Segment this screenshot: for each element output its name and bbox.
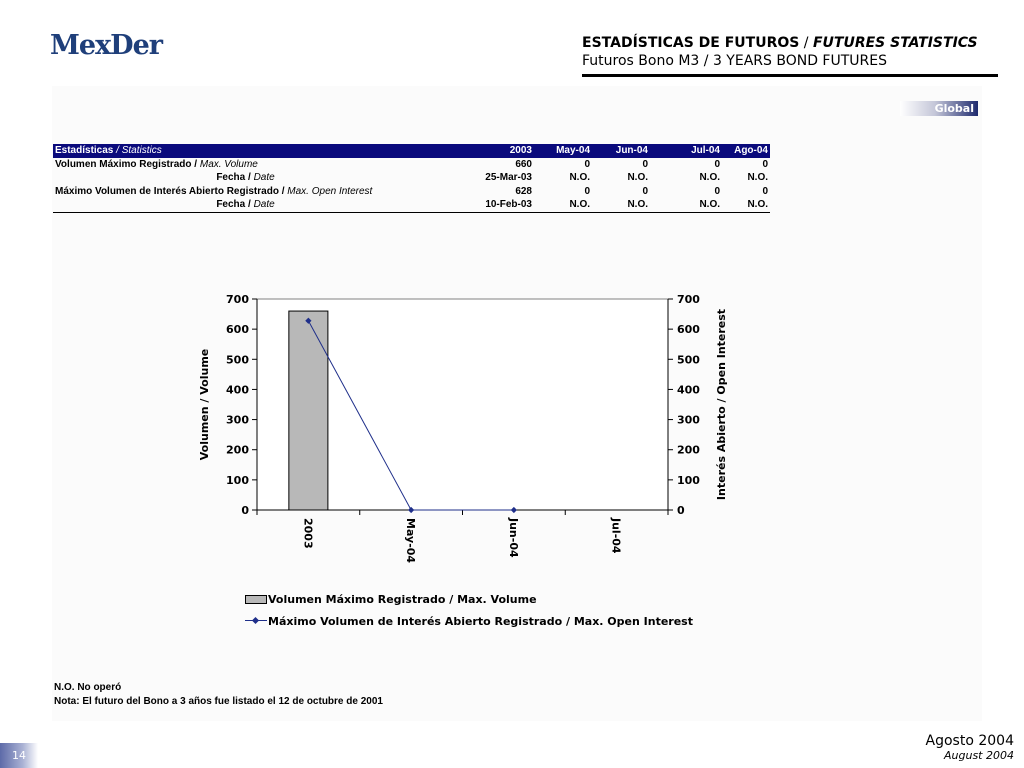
table-cell: 0: [714, 185, 720, 197]
table-cell: N.O.: [722, 198, 770, 212]
table-cell: 0: [584, 158, 590, 170]
mexder-logo: MexDer: [50, 30, 162, 61]
column-header: 2003: [509, 145, 532, 156]
note-no-opero: N.O. No operó: [54, 682, 122, 693]
page-number: 14: [0, 743, 38, 768]
y2-tick-label: 200: [677, 443, 700, 457]
table-row: [53, 171, 770, 185]
table-row: [53, 158, 770, 172]
y-tick-label: 500: [226, 353, 249, 367]
x-tick-label: May-04: [404, 518, 418, 564]
table-header-row: [53, 144, 770, 158]
table-cell: N.O.: [699, 172, 720, 183]
footer-date-es: Agosto 2004: [925, 733, 1014, 749]
title-es: ESTADÍSTICAS DE FUTUROS: [582, 35, 800, 51]
y-tick-label: 200: [226, 443, 249, 457]
y-tick-label: 400: [226, 383, 249, 397]
y2-tick-label: 300: [677, 413, 700, 427]
table-cell: N.O.: [747, 172, 768, 183]
row-label: Fecha / Date: [216, 172, 275, 183]
y-tick-label: 0: [241, 504, 249, 517]
legend-item-open-interest: [245, 610, 693, 632]
table-cell: 0: [642, 158, 648, 170]
volume-chart: [190, 285, 750, 575]
legend-label: Máximo Volumen de Interés Abierto Registrado / Max. Open Interest: [268, 614, 693, 628]
title-en: FUTURES STATISTICS: [812, 35, 978, 51]
legend-item-volume: [245, 588, 693, 610]
row-label: Máximo Volumen de Interés Abierto Registrado / Max. Open Interest: [55, 185, 373, 197]
table-cell: 0: [762, 158, 768, 170]
table-cell: 660: [515, 158, 532, 170]
footer-date: [926, 733, 1014, 762]
statistics-table: [53, 144, 770, 213]
bar-2003: [289, 311, 328, 510]
y-tick-label: 100: [226, 473, 249, 487]
y2-tick-label: 500: [677, 353, 700, 367]
table-cell: 0: [642, 185, 648, 197]
table-cell: 628: [515, 185, 532, 197]
table-cell: 25-Mar-03: [485, 172, 532, 183]
notes: [54, 681, 383, 709]
column-header: Ago-04: [734, 145, 768, 156]
table-cell: 0: [584, 185, 590, 197]
y2-tick-label: 0: [677, 504, 685, 517]
y2-tick-label: 700: [677, 293, 700, 306]
table-cell: N.O.: [650, 198, 722, 212]
table-header-label: Estadísticas / Statistics: [55, 145, 162, 156]
table-cell: N.O.: [569, 172, 590, 183]
title-separator: /: [799, 35, 813, 51]
legend-label: Volumen Máximo Registrado / Max. Volume: [268, 592, 537, 606]
x-tick-label: 2003: [301, 518, 315, 549]
table-row: [53, 198, 770, 212]
table-row: [53, 185, 770, 199]
y2-axis-title: Interés Abierto / Open Interest: [715, 308, 728, 501]
table-cell: 10-Feb-03: [438, 198, 534, 212]
page-subtitle: Futuros Bono M3 / 3 YEARS BOND FUTURES: [582, 53, 887, 69]
header-rule: [582, 74, 998, 77]
column-header: Jul-04: [691, 145, 720, 156]
y-tick-label: 700: [226, 293, 249, 306]
note-listing: Nota: El futuro del Bono a 3 años fue listado el 12 de octubre de 2001: [54, 696, 383, 707]
global-tab[interactable]: Global: [900, 101, 978, 116]
column-header: May-04: [556, 145, 590, 156]
table-cell: 0: [762, 185, 768, 197]
x-tick-label: Jul-04: [609, 518, 623, 554]
x-tick-label: Jun-04: [506, 518, 520, 558]
column-header: Jun-04: [615, 145, 648, 156]
footer-date-en: August 2004: [944, 749, 1014, 762]
page-title: [582, 34, 1002, 52]
chart-legend: [245, 588, 693, 632]
row-label: Volumen Máximo Registrado / Max. Volume: [55, 158, 258, 170]
y2-tick-label: 100: [677, 473, 700, 487]
y-tick-label: 300: [226, 413, 249, 427]
table-cell: N.O.: [534, 198, 592, 212]
page-header: [582, 34, 1002, 70]
y-tick-label: 600: [226, 323, 249, 337]
legend-swatch-bar: [245, 595, 267, 604]
y2-tick-label: 400: [677, 383, 700, 397]
table-cell: 0: [714, 158, 720, 170]
y2-tick-label: 600: [677, 323, 700, 337]
legend-swatch-line: [245, 616, 267, 626]
y-axis-title: Volumen / Volume: [198, 348, 211, 461]
row-label: Fecha / Date: [53, 198, 438, 212]
table-cell: N.O.: [627, 172, 648, 183]
table-cell: N.O.: [592, 198, 650, 212]
